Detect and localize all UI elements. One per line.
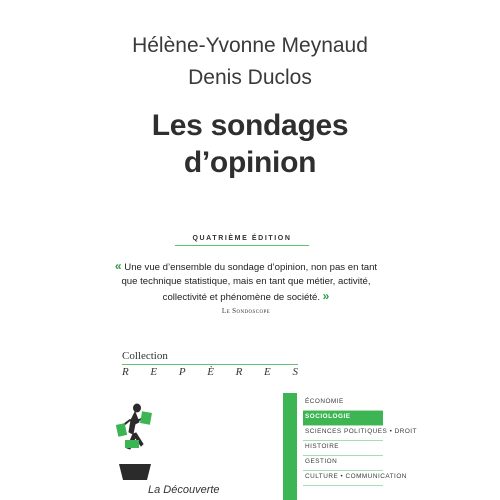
title-line: Les sondages [151,109,349,142]
series-name [122,366,298,378]
subject-item: HISTOIRE [303,441,383,456]
series-divider [122,364,298,365]
subject-item: CULTURE • COMMUNICATION [303,471,383,486]
subject-item: SCIENCES POLITIQUES • DROIT [303,426,383,441]
close-quote-mark: » [322,289,330,303]
open-quote-mark: « [114,259,122,273]
subject-item: ÉCONOMIE [303,396,383,411]
author-name: Hélène-Yvonne Meynaud [132,34,368,57]
series-letter: R [235,366,243,378]
series-letter: P [178,366,186,378]
subject-list [303,396,417,486]
series-letter: R [122,366,129,378]
subject-item: GESTION [303,456,383,471]
author-name: Denis Duclos [188,66,312,89]
edition-block [175,235,309,246]
quote-body [112,259,380,305]
quote-source: Le Sondoscope [221,307,271,315]
series-letter: S [292,366,298,378]
book-title [0,107,500,181]
series-letter: È [207,366,214,378]
publisher-figure-logo-icon [115,402,155,482]
subject-item-active: SOCIOLOGIE [303,411,383,426]
series-letter: E [264,366,271,378]
publisher-name: La Découverte [148,484,220,496]
accent-bar [283,393,297,500]
series-letter: E [150,366,158,378]
collection-label: Collection [122,350,168,362]
quote-text: Une vue d’ensemble du sondage d’opinion, non pas en tant que technique statistique, mais en tant que métier, activité, collectivité et phénomène de société. [121,262,378,303]
edition-divider [175,245,309,246]
edition-label: QUATRIÈME ÉDITION [192,235,292,242]
authors [0,30,500,94]
title-line: d’opinion [183,146,317,179]
blurb-quote [112,259,380,315]
